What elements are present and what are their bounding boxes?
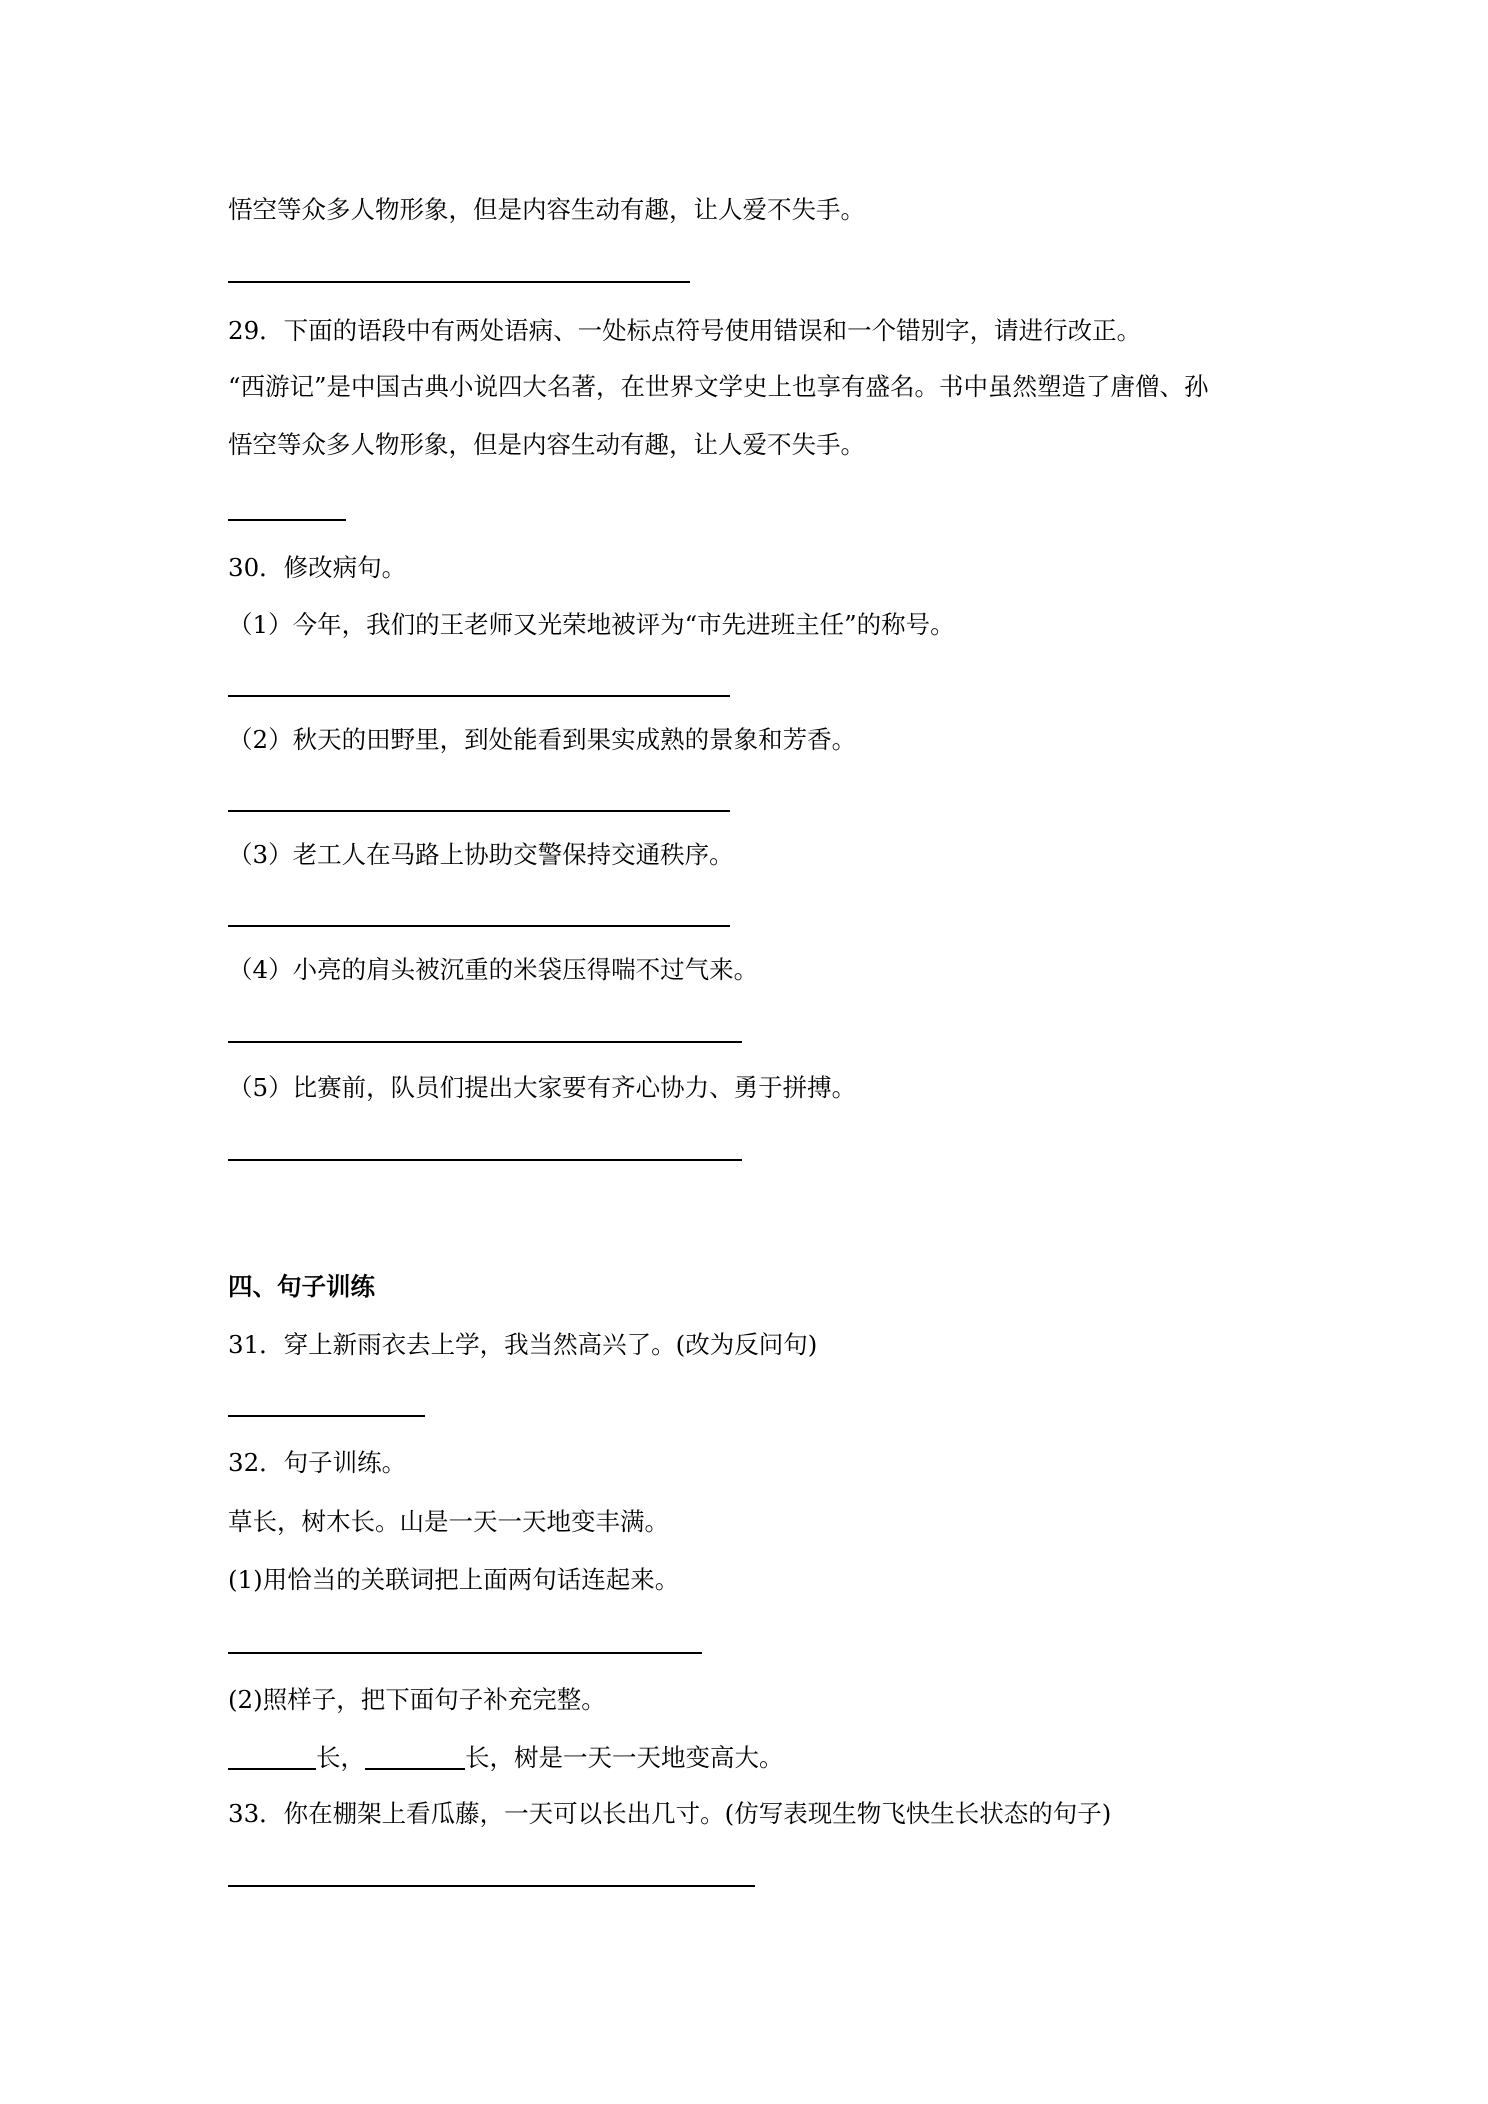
q29-prompt: 29．下面的语段中有两处语病、一处标点符号使用错误和一个错别字，请进行改正。	[228, 316, 1142, 345]
q33-prompt: 33．你在棚架上看瓜藤，一天可以长出几寸。(仿写表现生物飞快生长状态的句子)	[228, 1799, 1112, 1828]
q30-prompt: 30．修改病句。	[228, 553, 407, 582]
q29-passage-line-1: “西游记”是中国古典小说四大名著，在世界文学史上也享有盛名。书中虽然塑造了唐僧、孙	[228, 372, 1209, 401]
q30-item-3: （3）老工人在马路上协助交警保持交通秩序。	[228, 840, 734, 869]
answer-line-q28[interactable]	[228, 281, 690, 283]
answer-line-q32-1[interactable]	[228, 1652, 702, 1654]
q32-fill-sentence	[228, 1741, 784, 1775]
q30-item-1: （1）今年，我们的王老师又光荣地被评为“市先进班主任”的称号。	[228, 610, 955, 639]
q31-prompt: 31．穿上新雨衣去上学，我当然高兴了。(改为反问句)	[228, 1330, 818, 1359]
fill-text-a: 长，	[316, 1743, 365, 1772]
q30-item-2: （2）秋天的田野里，到处能看到果实成熟的景象和芳香。	[228, 725, 857, 754]
q32-prompt: 32．句子训练。	[228, 1448, 407, 1477]
q32-part-2: (2)照样子，把下面句子补充完整。	[228, 1685, 606, 1714]
section-heading: 四、句子训练	[228, 1272, 375, 1301]
q32-given-sentence: 草长，树木长。山是一天一天地变丰满。	[228, 1507, 669, 1536]
answer-line-q30-3[interactable]	[228, 925, 730, 927]
answer-line-q30-1[interactable]	[228, 695, 730, 697]
q29-passage-line-2: 悟空等众多人物形象，但是内容生动有趣，让人爱不失手。	[228, 430, 865, 459]
answer-line-q29[interactable]	[228, 519, 346, 521]
answer-line-q30-4[interactable]	[228, 1041, 742, 1043]
answer-line-q33[interactable]	[228, 1885, 755, 1887]
q30-item-5: （5）比赛前，队员们提出大家要有齐心协力、勇于拼搏。	[228, 1073, 857, 1102]
answer-line-q30-2[interactable]	[228, 810, 730, 812]
fill-text-b: 长，树是一天一天地变高大。	[465, 1743, 784, 1772]
answer-line-q30-5[interactable]	[228, 1159, 742, 1161]
fill-blank-1[interactable]	[228, 1744, 316, 1770]
answer-line-q31[interactable]	[228, 1415, 425, 1417]
continuation-text: 悟空等众多人物形象，但是内容生动有趣，让人爱不失手。	[228, 195, 865, 224]
fill-blank-2[interactable]	[365, 1744, 465, 1770]
q32-part-1: (1)用恰当的关联词把上面两句话连起来。	[228, 1565, 680, 1594]
q30-item-4: （4）小亮的肩头被沉重的米袋压得喘不过气来。	[228, 955, 759, 984]
